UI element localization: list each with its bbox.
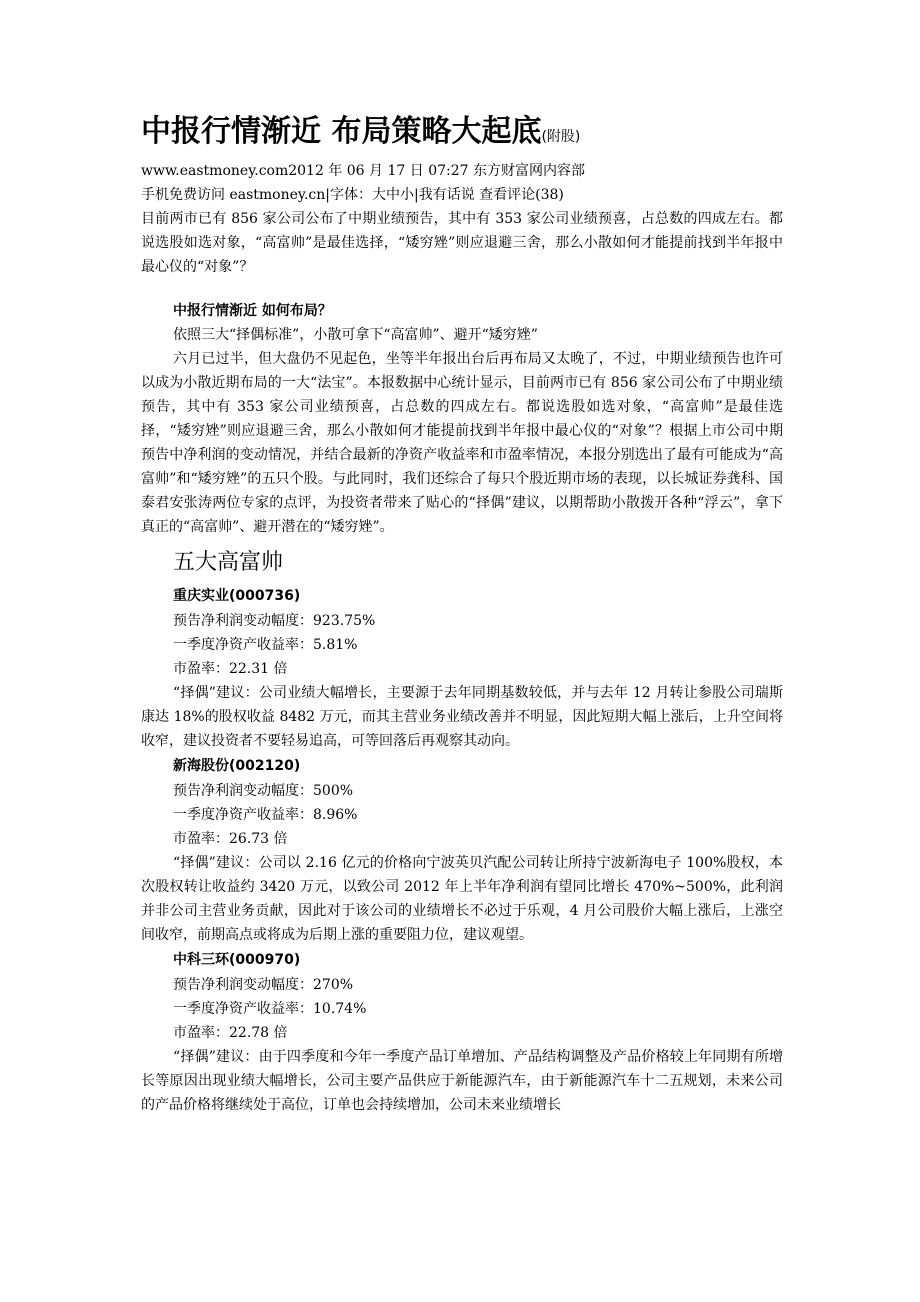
- advice: “择偶”建议：由于四季度和今年一季度产品订单增加、产品结构调整及产品价格较上年同期有所增长等原因出现业绩大幅增长，公司主要产品供应于新能源汽车，由于新能源汽车十二五规划，未来公司的产品价格将继续处于高位，订单也会持续增加，公司未来业绩增长: [141, 1049, 783, 1113]
- subhead-2: 依照三大“择偶标准”，小散可拿下“高富帅”、避开“矮穷矬”: [173, 327, 538, 343]
- article-title: [141, 110, 783, 159]
- profit-change: 预告净利润变动幅度：500%: [173, 783, 354, 799]
- profit-change: 预告净利润变动幅度：270%: [173, 977, 354, 993]
- title-text: 中报行情渐近 布局策略大起底: [141, 114, 542, 149]
- stock-block: [141, 947, 783, 1117]
- stock-name: 重庆实业(000736): [173, 588, 301, 604]
- tools-line[interactable]: 手机免费访问 eastmoney.cn|字体：大中小|我有话说 查看评论(38): [141, 187, 564, 203]
- stock-name: 新海股份(002120): [173, 758, 301, 774]
- advice: “择偶”建议：公司以 2.16 亿元的价格向宁波英贝汽配公司转让所持宁波新海电子 100%股权，本次股权转让收益约 3420 万元，以致公司 2012 年上半年净利润有望同比增长 470%~500%，此利润并非公司主营业务贡献，因此对于该公司的业绩增长不必过于乐观，4 月公司股价大幅上涨后，上涨空间收窄，前期高点或将成为后期上涨的重要阻力位，建议观望。: [141, 855, 783, 943]
- advice: “择偶”建议：公司业绩大幅增长，主要源于去年同期基数较低，并与去年 12 月转让参股公司瑞斯康达 18%的股权收益 8482 万元，而其主营业务业绩改善并不明显，因此短期大幅上涨后，上升空间将收窄，建议投资者不要轻易追高，可等回落后再观察其动向。: [141, 685, 783, 749]
- article: [141, 110, 783, 1117]
- section-title: 五大高富帅: [173, 550, 284, 575]
- pe-ratio: 市盈率：26.73 倍: [173, 831, 288, 847]
- profit-change: 预告净利润变动幅度：923.75%: [173, 613, 376, 629]
- intro-paragraph: 目前两市已有 856 家公司公布了中期业绩预告，其中有 353 家公司业绩预喜，占总数的四成左右。都说选股如选对象，“高富帅”是最佳选择，“矮穷矬”则应退避三舍，那么小散如何才能提前找到半年报中最心仪的“对象”？: [141, 211, 783, 275]
- stock-block: [141, 753, 783, 947]
- stock-block: [141, 583, 783, 753]
- pe-ratio: 市盈率：22.31 倍: [173, 661, 288, 677]
- pe-ratio: 市盈率：22.78 倍: [173, 1025, 288, 1041]
- roe: 一季度净资产收益率：10.74%: [173, 1001, 367, 1017]
- roe: 一季度净资产收益率：5.81%: [173, 637, 358, 653]
- roe: 一季度净资产收益率：8.96%: [173, 807, 358, 823]
- body-paragraph: 六月已过半，但大盘仍不见起色，坐等半年报出台后再布局又太晚了，不过，中期业绩预告也许可以成为小散近期布局的一大“法宝”。本报数据中心统计显示，目前两市已有 856 家公司公布了中期业绩预告，其中有 353 家公司业绩预喜，占总数的四成左右。都说选股如选对象，“高富帅”是最佳选择，“矮穷矬”则应退避三舍，那么小散如何才能提前找到半年报中最心仪的“对象”？根据上市公司中期预告中净利润的变动情况，并结合最新的净资产收益率和市盈率情况，本报分别选出了最有可能成为“高富帅”和“矮穷矬”的五只个股。与此同时，我们还综合了每只个股近期市场的表现，以长城证券龚科、国泰君安张涛两位专家的点评，为投资者带来了贴心的“择偶”建议，以期帮助小散拨开各种“浮云”，拿下真正的“高富帅”、避开潜在的“矮穷矬”。: [141, 351, 783, 535]
- spacer: [141, 279, 783, 299]
- stock-name: 中科三环(000970): [173, 952, 301, 968]
- meta-line: www.eastmoney.com2012 年 06 月 17 日 07:27 东方财富网内容部: [141, 163, 585, 179]
- title-suffix: (附股): [541, 129, 581, 145]
- subhead: 中报行情渐近 如何布局？: [173, 303, 332, 319]
